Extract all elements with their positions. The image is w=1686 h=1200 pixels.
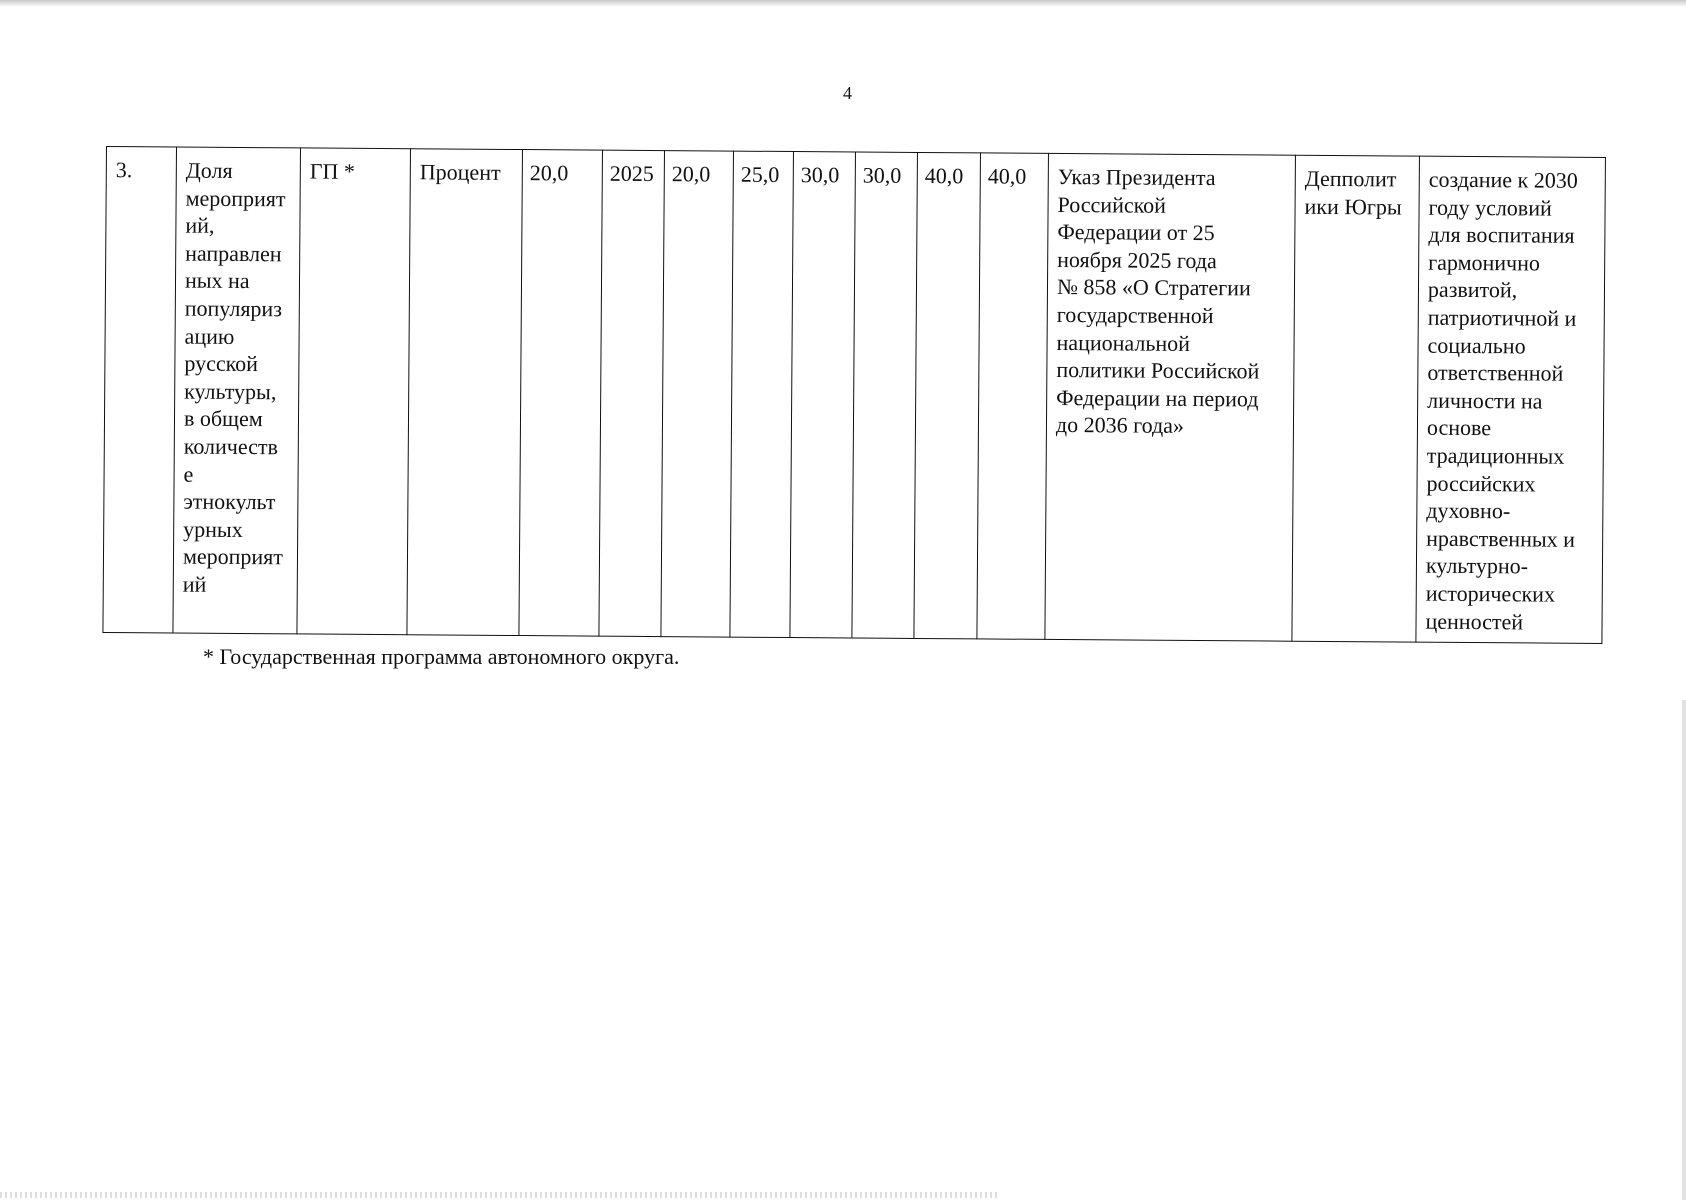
goal-line: социально [1427,332,1526,358]
document-line: Федерации на период [1056,384,1259,412]
level-text: ГП * [309,158,356,184]
indicator-name-line: культуры, [184,378,277,405]
base-year-cell [599,150,665,636]
indicator-name-line: мероприят [182,543,284,570]
goal-line: духовно- [1426,497,1511,524]
indicator-name-line: Доля [185,157,233,183]
value: 30,0 [800,162,840,188]
footnote: * Государственная программа автономного округа. [203,644,680,669]
value: 40,0 [987,163,1027,189]
document-line: политики Российской [1056,357,1260,384]
indicator-name-line: количеств [183,433,279,460]
row-index-cell [103,147,177,634]
scan-edge-top [0,0,1686,7]
goal-cell [1416,156,1606,643]
responsible-line: ики Югры [1304,193,1402,220]
indicator-name-line: ий, [185,212,215,238]
value-cell [730,151,794,637]
indicator-name-line: этнокульт [183,488,276,515]
indicator-name-line: популяриз [184,295,283,322]
row-index: 3. [115,157,133,183]
page-number: 4 [843,83,852,103]
indicator-name-line: ий [182,571,207,597]
goal-line: для воспитания [1428,221,1575,248]
unit-cell [407,149,523,636]
document-line: до 2036 года» [1055,412,1185,439]
goal-line: основе [1426,415,1492,441]
document-line: ноября 2025 года [1057,246,1217,273]
indicator-table [102,146,1606,644]
table-row [103,147,1606,644]
document-line: государственной [1056,301,1214,329]
value-cell [914,152,981,638]
value: 25,0 [740,161,780,187]
unit-text: Процент [419,159,501,185]
goal-line: гармонично [1428,249,1541,276]
value: 30,0 [862,162,902,188]
goal-line: культурно- [1425,552,1529,579]
goal-line: году условий [1428,194,1552,221]
indicator-name-line: ных на [184,267,250,294]
goal-line: патриотичной и [1427,304,1577,331]
indicator-name-line: мероприят [185,185,286,211]
base-year: 2025 [609,160,654,187]
scan-edge-bottom [0,1192,1000,1198]
scan-edge-right [1682,700,1686,1200]
indicator-name-line: урных [183,516,243,542]
document-line: национальной [1056,329,1191,356]
level-cell [297,148,411,635]
indicator-name-line: русской [184,350,259,377]
value-cell [852,152,918,638]
document-line: Российской [1057,191,1167,218]
indicator-table-wrapper [102,146,1606,644]
responsible-cell [1292,155,1420,642]
document-line: Указ Президента [1057,163,1216,191]
document-cell [1045,153,1296,641]
indicator-name-line: в общем [183,405,263,432]
value-cell [790,152,856,638]
goal-line: нравственных и [1426,525,1576,552]
goal-line: ответственной [1427,359,1564,386]
value-cell [977,153,1049,639]
goal-line: традиционных [1426,442,1565,469]
indicator-name-line: ацию [184,323,235,349]
goal-line: развитой, [1427,277,1518,303]
goal-line: российских [1426,470,1536,497]
goal-line: создание к 2030 [1428,166,1578,193]
value: 40,0 [924,163,964,189]
value-cell [661,151,734,637]
base-value: 20,0 [529,160,569,186]
indicator-name-line: направлен [185,240,282,267]
responsible-line: Депполит [1304,165,1397,192]
base-value-cell [519,150,603,637]
indicator-name-cell [173,147,301,634]
document-line: Федерации от 25 [1057,219,1215,246]
goal-line: исторических [1425,580,1556,607]
indicator-name-line: е [183,461,194,487]
goal-line: ценностей [1425,608,1524,634]
document-line: № 858 «О Стратегии [1056,274,1251,301]
value: 20,0 [671,161,711,187]
goal-line: личности на [1427,387,1543,414]
